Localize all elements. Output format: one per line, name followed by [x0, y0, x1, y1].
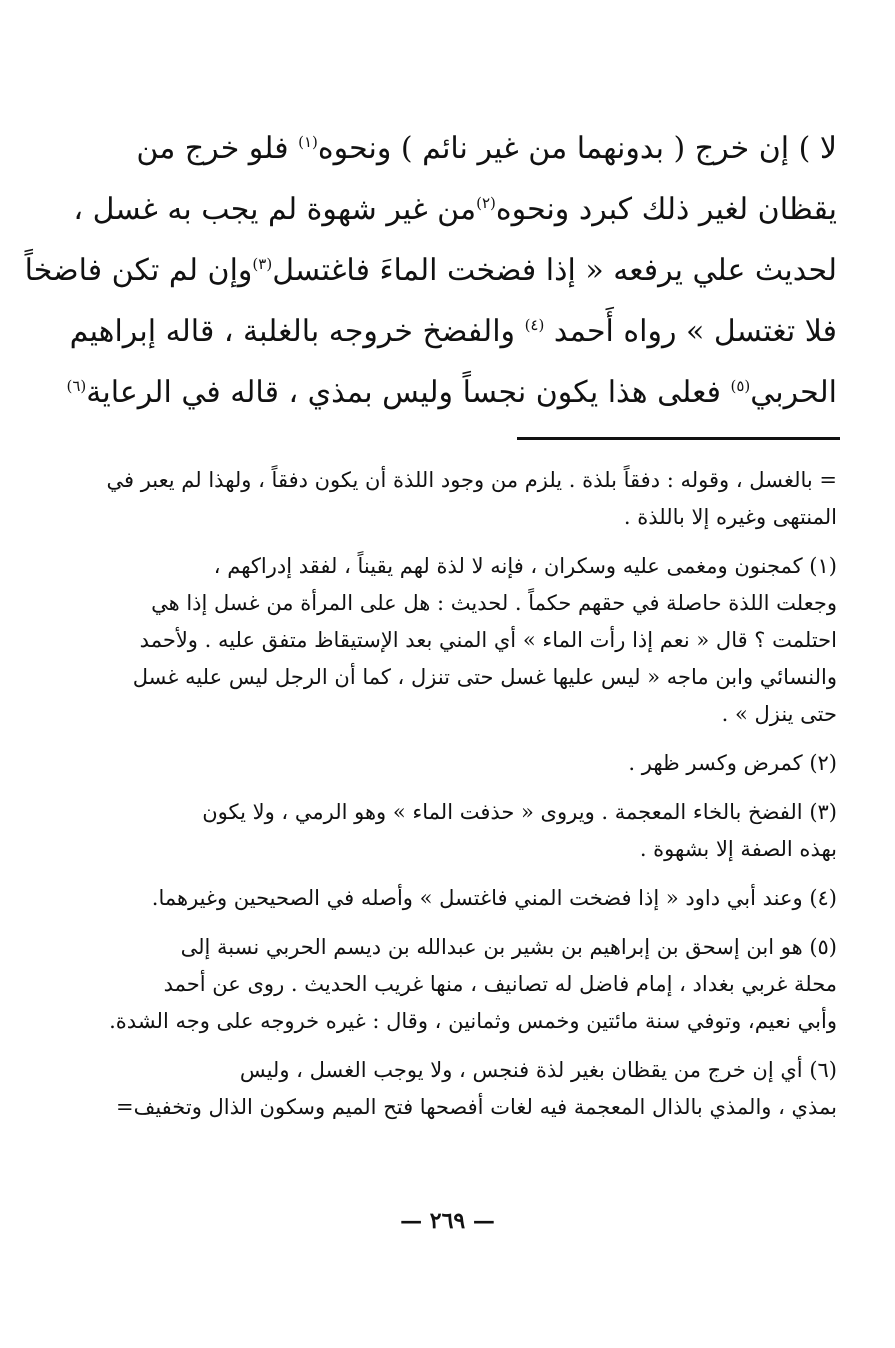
footnote-line: بمذي ، والمذي بالذال المعجمة فيه لغات أفصحها فتح الميم وسكون الذال وتخفيف=	[116, 1095, 837, 1119]
footnote-4	[100, 880, 837, 917]
main-segment: والفضخ خروجه بالغلبة ، قاله إبراهيم	[69, 314, 516, 349]
footnote-ref: (٥)	[730, 377, 751, 395]
main-segment: وإن لم تكن فاضخاً	[24, 253, 253, 288]
main-segment: فلو خرج من	[136, 131, 289, 166]
footnote-line: (٢) كمرض وكسر ظهر .	[628, 751, 837, 775]
main-segment: من غير شهوة لم يجب به غسل ،	[73, 192, 477, 227]
main-line	[66, 362, 837, 423]
main-line	[100, 118, 837, 179]
footnote-line: (٤) وعند أبي داود « إذا فضخت المني فاغتسل » وأصله في الصحيحين وغيرهما.	[151, 886, 837, 910]
footnote-ref: (٤)	[524, 316, 545, 334]
footnote-line: محلة غربي بغداد ، إمام فاضل له تصانيف ، منها غريب الحديث . روى عن أحمد	[163, 972, 837, 996]
page-number: — ٢٦٩ —	[400, 1208, 495, 1234]
footnote-line: وجعلت اللذة حاصلة في حقهم حكماً . لحديث : هل على المرأة من غسل إذا هي	[151, 591, 837, 615]
footnote-line: (٣) الفضخ بالخاء المعجمة . ويروى « حذفت الماء » وهو الرمي ، ولا يكون	[202, 800, 837, 824]
footnote-line: احتلمت ؟ قال « نعم إذا رأت الماء » أي المني بعد الإستيقاظ متفق عليه . ولأحمد	[139, 628, 837, 652]
footnote-line: والنسائي وابن ماجه « ليس عليها غسل حتى تنزل ، كما أن الرجل ليس عليه غسل	[132, 665, 837, 689]
footnote-ref: (٦)	[66, 377, 87, 395]
footnote-line: المنتهى وغيره إلا باللذة .	[623, 505, 837, 529]
footnote-ref: (٣)	[252, 255, 273, 273]
footnote-5	[100, 929, 837, 1040]
main-segment: فلا تغتسل » رواه أَحمد	[553, 314, 837, 349]
footnotes	[100, 462, 837, 1138]
footnote-1	[100, 548, 837, 733]
footnote-line: (١) كمجنون ومغمى عليه وسكران ، فإنه لا لذة لهم يقيناً ، لفقد إدراكهم ،	[213, 554, 837, 578]
footnote-6	[100, 1052, 837, 1126]
footnote-continuation	[100, 462, 837, 536]
footnote-line: (٥) هو ابن إسحق بن إبراهيم بن بشير بن عبدالله بن ديسم الحربي نسبة إلى	[180, 935, 837, 959]
footnote-line: (٦) أي إن خرج من يقظان بغير لذة فنجس ، ولا يوجب الغسل ، وليس	[239, 1058, 837, 1082]
main-segment: لا ) إن خرج ( بدونهما من غير نائم ) ونحوه	[317, 131, 837, 166]
footnote-ref: (١)	[298, 133, 318, 151]
footnote-line: حتى ينزل » .	[721, 702, 837, 726]
footnote-3	[100, 794, 837, 868]
footnote-2	[100, 745, 837, 782]
footnote-separator	[517, 437, 840, 440]
main-segment: فعلى هذا يكون نجساً وليس بمذي ، قاله في الرعاية	[86, 375, 721, 410]
footnote-ref: (٢)	[476, 194, 496, 212]
main-segment: لحديث علي يرفعه « إذا فضخت الماءَ فاغتسل	[272, 253, 837, 288]
main-line	[24, 240, 837, 301]
footnote-line: = بالغسل ، وقوله : دفقاً بلذة . يلزم من وجود اللذة أن يكون دفقاً ، ولهذا لم يعبر في	[106, 468, 837, 492]
main-text	[24, 118, 837, 423]
main-segment: يقظان لغير ذلك كبرد ونحوه	[495, 192, 837, 227]
main-segment: الحربي	[750, 375, 837, 410]
footnote-line: وأبي نعيم، وتوفي سنة مائتين وخمس وثمانين ، وقال : غيره خروجه على وجه الشدة.	[109, 1009, 837, 1033]
main-line	[69, 301, 837, 362]
main-line	[73, 179, 837, 240]
footnote-line: بهذه الصفة إلا بشهوة .	[639, 837, 837, 861]
